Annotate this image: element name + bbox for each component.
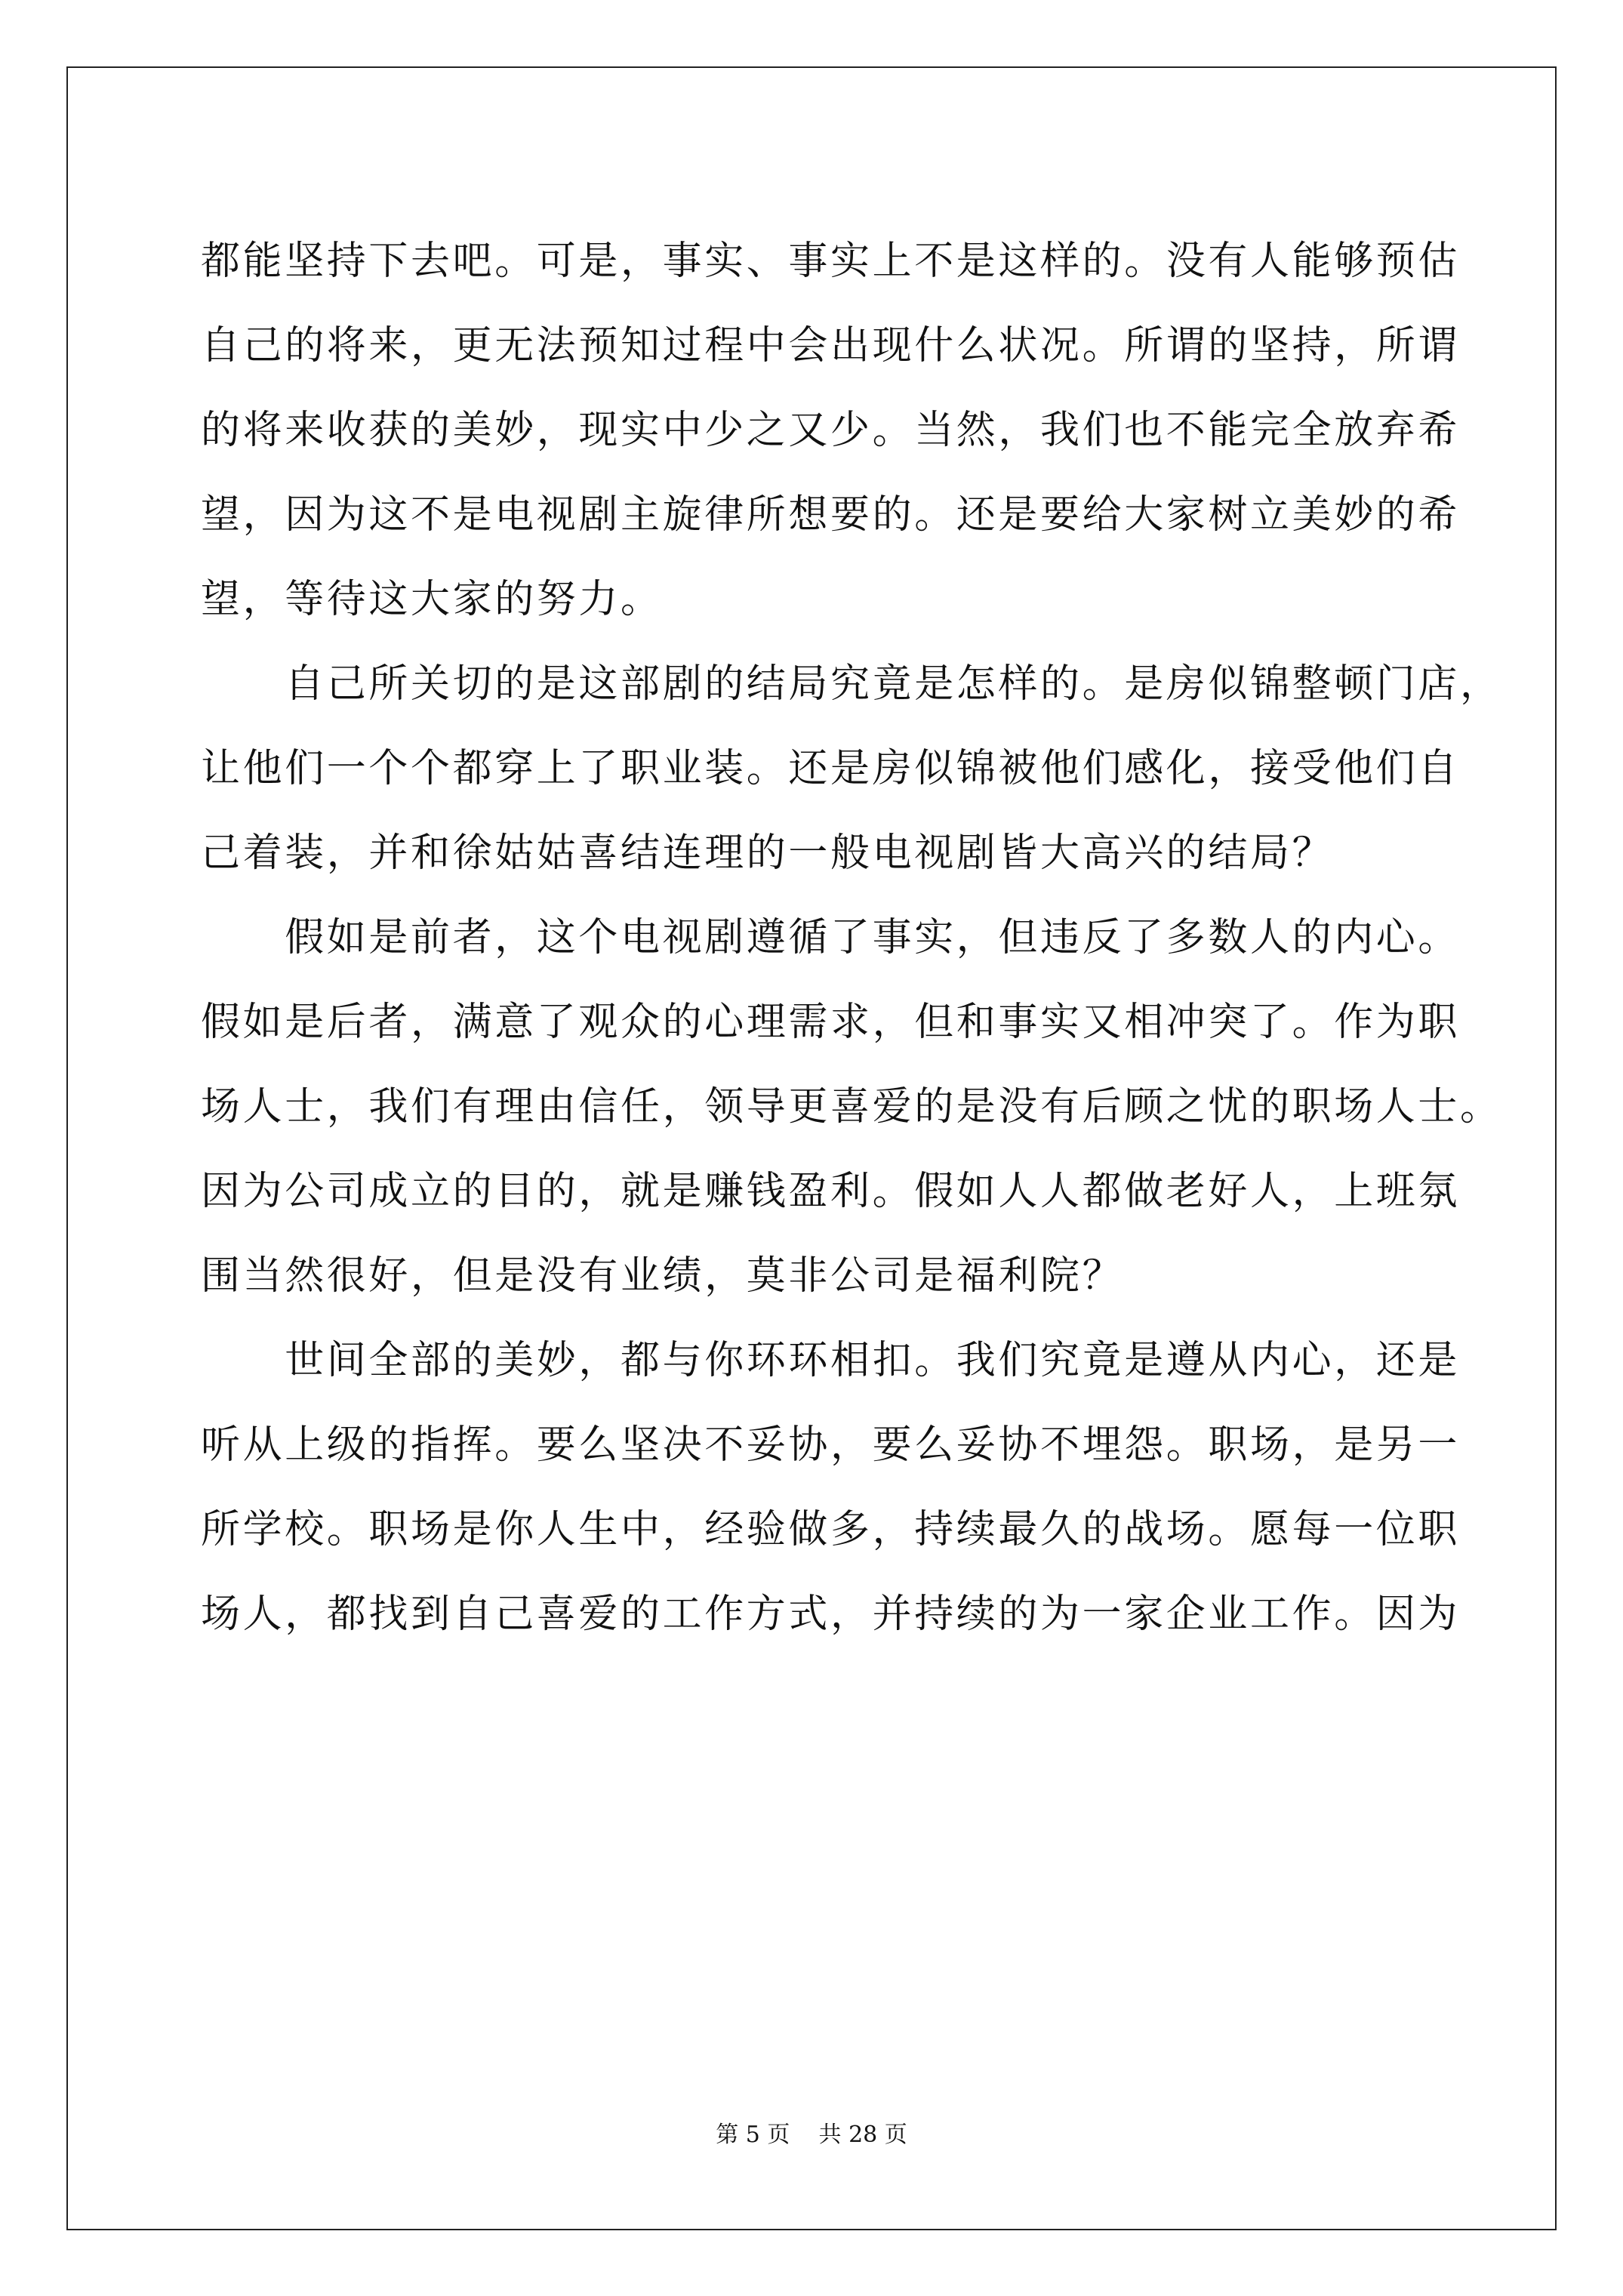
text-line: 场人，都找到自己喜爱的工作方式，并持续的为一家企业工作。因为 — [201, 1592, 1461, 1637]
text-line: 因为公司成立的目的，就是赚钱盈利。假如人人都做老好人，上班氛 — [201, 1169, 1461, 1214]
text-line: 的将来收获的美妙，现实中少之又少。当然，我们也不能完全放弃希 — [201, 408, 1461, 453]
text-line: 围当然很好，但是没有业绩，莫非公司是福利院？ — [201, 1253, 1125, 1299]
text-line: 所学校。职场是你人生中，经验做多，持续最久的战场。愿每一位职 — [201, 1507, 1461, 1552]
footer-gap — [790, 2122, 818, 2148]
text-line: 让他们一个个都穿上了职业装。还是房似锦被他们感化，接受他们自 — [201, 746, 1461, 791]
page-footer — [0, 2120, 1623, 2150]
text-line: 自己所关切的是这部剧的结局究竟是怎样的。是房似锦整顿门店， — [201, 661, 1502, 707]
text-line: 自己的将来，更无法预知过程中会出现什么状况。所谓的坚持，所谓 — [201, 323, 1461, 368]
text-line: 己着装，并和徐姑姑喜结连理的一般电视剧皆大高兴的结局？ — [201, 831, 1335, 876]
text-line: 场人士，我们有理由信任，领导更喜爱的是没有后顾之忧的职场人士。 — [201, 1084, 1502, 1130]
text-line: 望，等待这大家的努力。 — [201, 577, 663, 622]
page-number: 第 5 页 — [716, 2122, 790, 2148]
document-body — [201, 219, 1502, 1657]
text-line: 世间全部的美妙，都与你环环相扣。我们究竟是遵从内心，还是 — [201, 1338, 1461, 1383]
total-pages: 共 28 页 — [818, 2122, 907, 2148]
text-line: 听从上级的指挥。要么坚决不妥协，要么妥协不埋怨。职场，是另一 — [201, 1422, 1461, 1468]
text-line: 假如是前者，这个电视剧遵循了事实，但违反了多数人的内心。 — [201, 915, 1461, 960]
text-line: 都能坚持下去吧。可是，事实、事实上不是这样的。没有人能够预估 — [201, 239, 1461, 284]
text-line: 望，因为这不是电视剧主旋律所想要的。还是要给大家树立美妙的希 — [201, 492, 1461, 538]
text-line: 假如是后者，满意了观众的心理需求，但和事实又相冲突了。作为职 — [201, 1000, 1461, 1045]
